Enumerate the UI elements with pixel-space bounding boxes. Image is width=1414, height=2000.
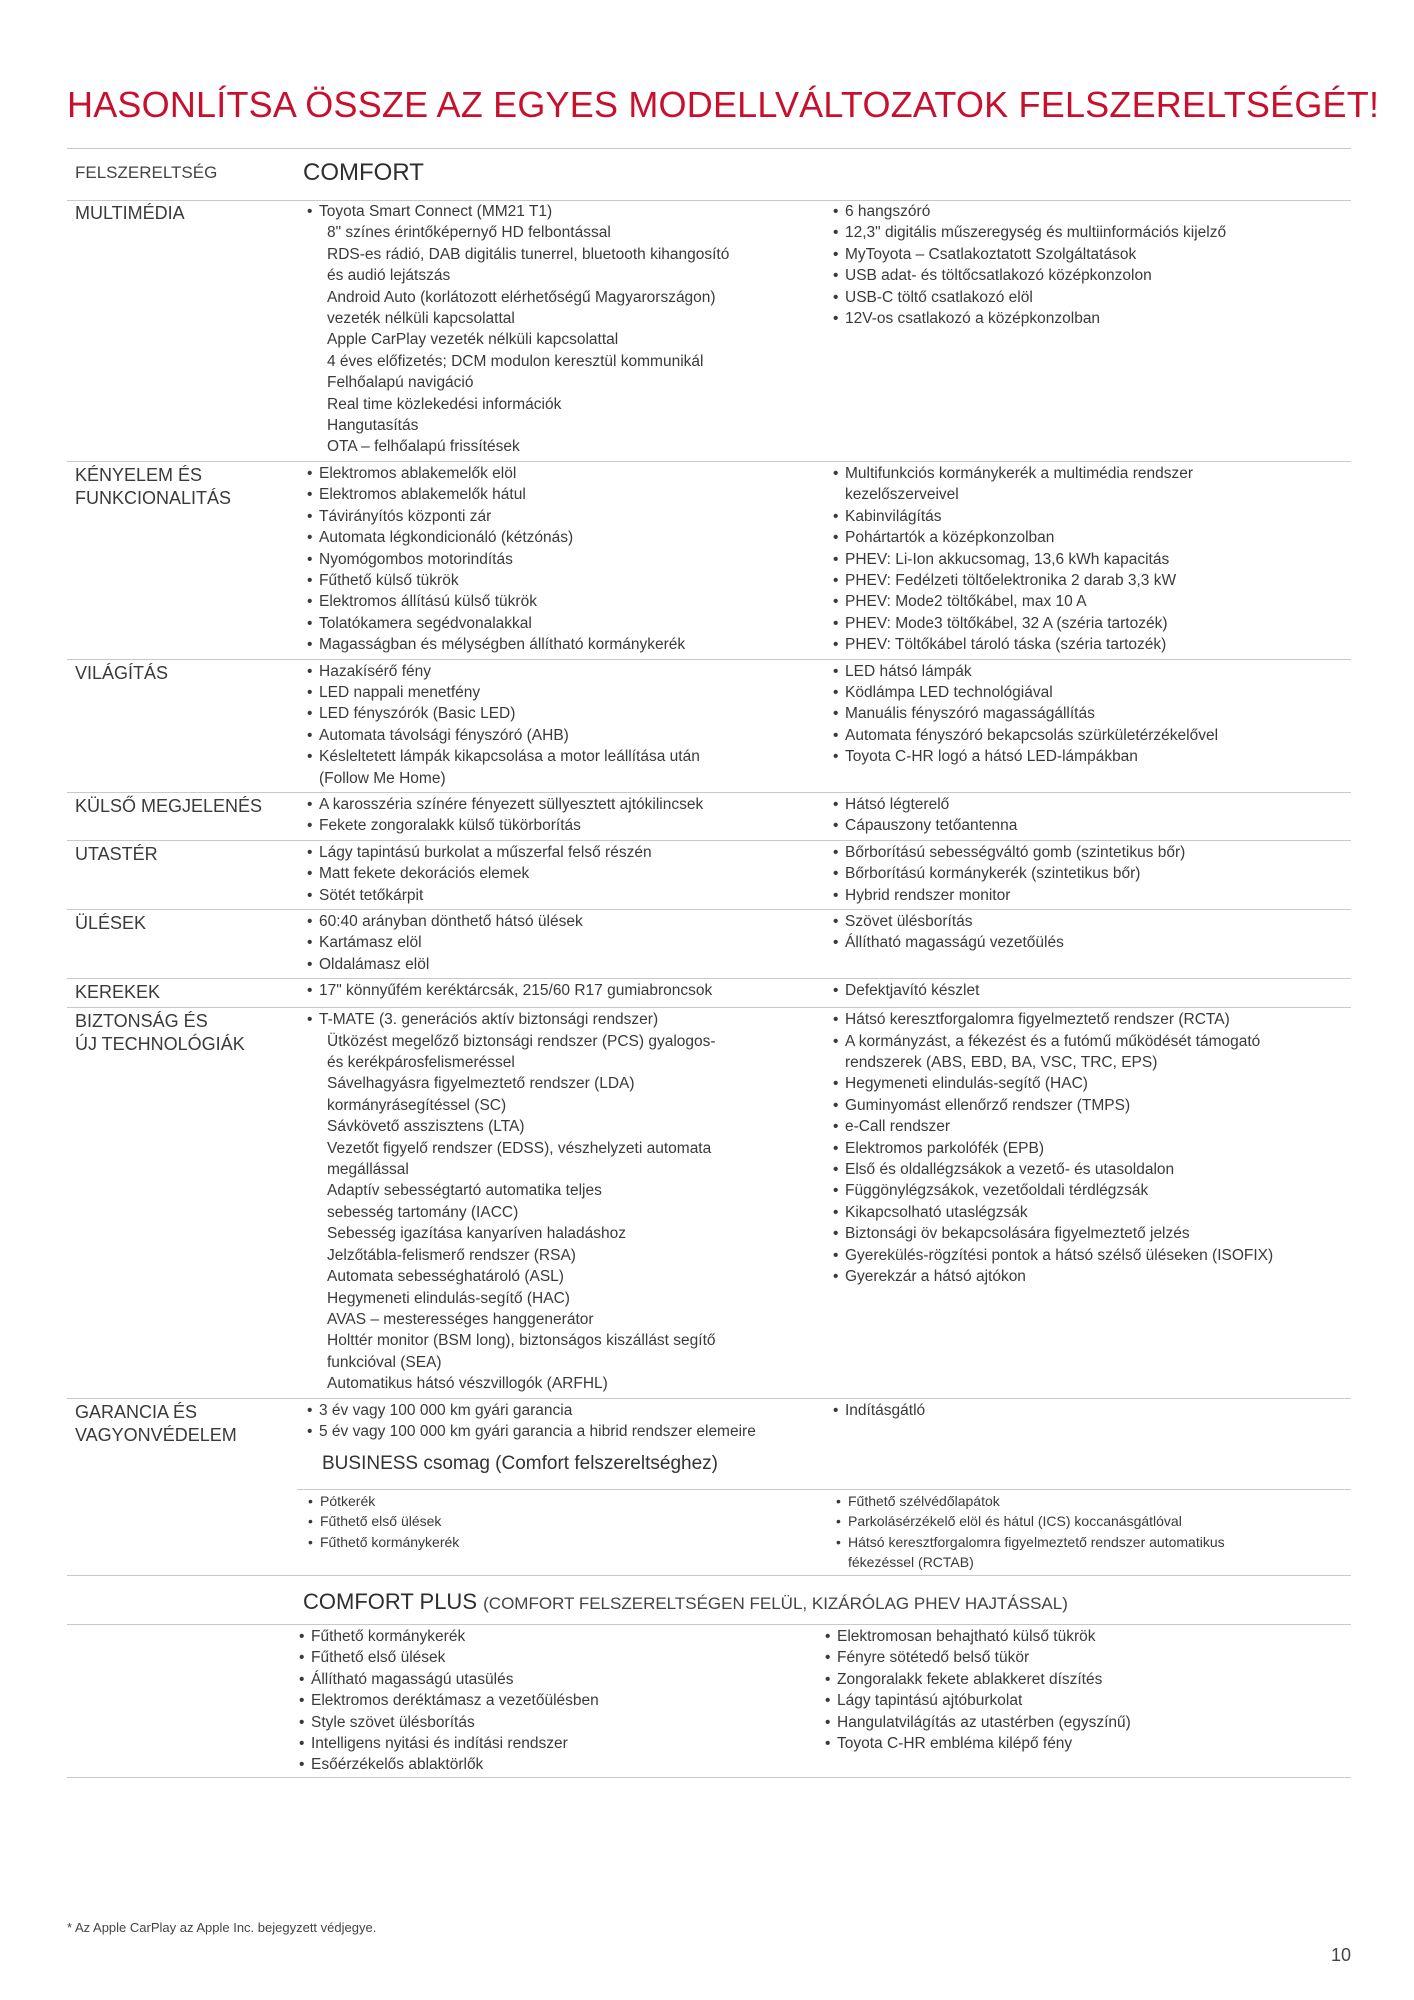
list-item: • Függönylégzsákok, vezetőoldali térdlégzsák xyxy=(831,1180,1351,1201)
list-item: sebesség tartomány (IACC) xyxy=(327,1203,519,1221)
list-item: Apple CarPlay vezeték nélküli kapcsolattal xyxy=(327,331,619,349)
list-item: • 60:40 arányban dönthető hátsó ülések xyxy=(305,911,831,932)
list-item: • Fűthető kormánykerék xyxy=(306,1532,834,1552)
business-col-2 xyxy=(834,1491,1351,1572)
divider xyxy=(67,1575,1351,1576)
list-item: • Ködlámpa LED technológiával xyxy=(831,682,1351,703)
list-item: Holttér monitor (BSM long), biztonságos kiszállást segítő xyxy=(327,1332,716,1350)
table-row xyxy=(67,841,1351,910)
list-item: vezeték nélküli kapcsolattal xyxy=(327,310,515,328)
list-item: • Lágy tapintású ajtóburkolat xyxy=(823,1690,1343,1711)
list-item: Hegymeneti elindulás-segítő (HAC) xyxy=(327,1289,570,1307)
list-item: • Hátsó keresztforgalomra figyelmeztető rendszer (RCTA) xyxy=(831,1009,1351,1030)
list-item: • Automata légkondicionáló (kétzónás) xyxy=(305,527,831,548)
list-item: • A karosszéria színére fényezett süllyesztett ajtókilincsek xyxy=(305,794,831,815)
list-item: • 17" könnyűfém keréktárcsák, 215/60 R17 gumiabroncsok xyxy=(305,980,831,1001)
list-item: megállással xyxy=(327,1161,409,1179)
list-item: • Hazakísérő fény xyxy=(305,661,831,682)
list-item: RDS-es rádió, DAB digitális tunerrel, bluetooth kihangosító xyxy=(327,245,730,263)
list-item: • Hangulatvilágítás az utastérben (egyszínű) xyxy=(823,1712,1343,1733)
business-col-1 xyxy=(306,1491,834,1552)
row-column-2 xyxy=(831,911,1351,975)
table-row xyxy=(67,660,1351,793)
list-item: • Manuális fényszóró magasságállítás xyxy=(831,703,1351,724)
list-item: • Elektromos ablakemelők hátul xyxy=(305,484,831,505)
feature-table xyxy=(67,200,1351,1450)
row-column-1 xyxy=(305,1400,831,1447)
list-item: Sávelhagyásra figyelmeztető rendszer (LDA) xyxy=(327,1075,635,1093)
list-item: • Matt fekete dekorációs elemek xyxy=(305,863,831,884)
category-line: FUNKCIONALITÁS xyxy=(75,487,232,508)
business-package-header xyxy=(67,1443,1351,1489)
category-line: MULTIMÉDIA xyxy=(75,203,185,223)
row-category xyxy=(67,661,305,789)
list-item: fékezéssel (RCTAB) xyxy=(848,1553,974,1570)
list-item: • Automata távolsági fényszóró (AHB) xyxy=(305,725,831,746)
list-item: 4 éves előfizetés; DCM modulon keresztül kommunikál xyxy=(327,352,704,370)
list-item: • USB-C töltő csatlakozó elöl xyxy=(831,287,1351,308)
list-item: • Nyomógombos motorindítás xyxy=(305,549,831,570)
list-item: • Elektromos deréktámasz a vezetőülésben xyxy=(297,1690,823,1711)
category-line: KÉNYELEM ÉS xyxy=(75,464,203,485)
table-row xyxy=(67,910,1351,979)
list-item: • PHEV: Fedélzeti töltőelektronika 2 darab 3,3 kW xyxy=(831,570,1351,591)
table-row xyxy=(67,462,1351,660)
category-line: ÚJ TECHNOLÓGIÁK xyxy=(75,1034,245,1055)
list-item: • PHEV: Mode3 töltőkábel, 32 A (széria tartozék) xyxy=(831,613,1351,634)
row-column-1 xyxy=(305,1009,831,1394)
list-item: • Toyota C-HR embléma kilépő fény xyxy=(823,1733,1343,1754)
list-item: • Fekete zongoralakk külső tükörborítás xyxy=(305,815,831,836)
row-column-1 xyxy=(305,463,831,656)
row-category xyxy=(67,463,305,656)
row-column-2 xyxy=(831,1400,1351,1447)
category-line: BIZTONSÁG ÉS xyxy=(75,1011,208,1032)
list-item: Sávkövető asszisztens (LTA) xyxy=(327,1118,525,1136)
business-package-title: BUSINESS csomag (Comfort felszereltséghez) xyxy=(322,1453,718,1474)
divider xyxy=(67,1624,1351,1625)
list-item: • A kormányzást, a fékezést és a futómű működését támogató xyxy=(831,1031,1351,1052)
list-item: • Pótkerék xyxy=(306,1491,834,1511)
list-item: funkcióval (SEA) xyxy=(327,1353,442,1371)
comfort-plus-col-2 xyxy=(823,1626,1343,1754)
list-item: Adaptív sebességtartó automatika teljes xyxy=(327,1182,602,1200)
category-line: KÜLSŐ MEGJELENÉS xyxy=(75,795,263,816)
list-item: • Fűthető külső tükrök xyxy=(305,570,831,591)
row-column-1 xyxy=(305,842,831,906)
list-item: • Style szövet ülésborítás xyxy=(297,1712,823,1733)
list-item: • Elektromosan behajtható külső tükrök xyxy=(823,1626,1343,1647)
list-item: Vezetőt figyelő rendszer (EDSS), vészhelyzeti automata xyxy=(327,1139,712,1157)
row-column-1 xyxy=(305,794,831,837)
category-line: UTASTÉR xyxy=(75,843,158,864)
list-item: • Fűthető első ülések xyxy=(306,1511,834,1531)
list-item: • Sötét tetőkárpit xyxy=(305,885,831,906)
list-item: • Tolatókamera segédvonalakkal xyxy=(305,613,831,634)
list-item: kormányrásegítéssel (SC) xyxy=(327,1096,507,1114)
list-item: • Késleltetett lámpák kikapcsolása a motor leállítása után xyxy=(305,746,831,767)
list-item: Automata sebességhatároló (ASL) xyxy=(327,1268,564,1286)
footnote: * Az Apple CarPlay az Apple Inc. bejegyzett védjegye. xyxy=(67,1920,377,1935)
list-item: Jelzőtábla-felismerő rendszer (RSA) xyxy=(327,1246,576,1264)
list-item: • Bőrborítású sebességváltó gomb (szintetikus bőr) xyxy=(831,842,1351,863)
comfort-plus-header xyxy=(303,1589,1068,1615)
row-column-2 xyxy=(831,1009,1351,1394)
row-category xyxy=(67,980,305,1004)
list-item: • Esőérzékelős ablaktörlők xyxy=(297,1754,823,1775)
list-item: • PHEV: Li-Ion akkucsomag, 13,6 kWh kapacitás xyxy=(831,549,1351,570)
row-column-2 xyxy=(831,794,1351,837)
list-item: • e-Call rendszer xyxy=(831,1116,1351,1137)
table-row xyxy=(67,200,1351,462)
list-item: • Lágy tapintású burkolat a műszerfal felső részén xyxy=(305,842,831,863)
list-item: • Kartámasz elöl xyxy=(305,932,831,953)
list-item: Sebesség igazítása kanyaríven haladáshoz xyxy=(327,1225,627,1243)
list-item: • Állítható magasságú utasülés xyxy=(297,1669,823,1690)
row-column-1 xyxy=(305,911,831,975)
business-package-list xyxy=(67,1491,1351,1572)
row-column-1 xyxy=(305,201,831,458)
comfort-plus-col-1 xyxy=(297,1626,823,1776)
list-item: Android Auto (korlátozott elérhetőségű Magyarországon) xyxy=(327,288,716,306)
list-item: • Hegymeneti elindulás-segítő (HAC) xyxy=(831,1073,1351,1094)
list-item: Automatikus hátsó vészvillogók (ARFHL) xyxy=(327,1375,608,1393)
row-category xyxy=(67,911,305,975)
row-category xyxy=(67,842,305,906)
list-item: és kerékpárosfelismeréssel xyxy=(327,1054,515,1072)
list-item: Real time közlekedési információk xyxy=(327,395,562,413)
header-grade: COMFORT xyxy=(303,159,424,186)
page-title: HASONLÍTSA ÖSSZE AZ EGYES MODELLVÁLTOZATOK FELSZERELTSÉGÉT! xyxy=(67,84,1380,125)
list-item: • Fényre sötétedő belső tükör xyxy=(823,1647,1343,1668)
list-item: • 6 hangszóró xyxy=(831,201,1351,222)
list-item: • 12,3" digitális műszeregység és multiinformációs kijelző xyxy=(831,222,1351,243)
list-item: • Hátsó légterelő xyxy=(831,794,1351,815)
list-item: • Fűthető kormánykerék xyxy=(297,1626,823,1647)
list-item: • Guminyomást ellenőrző rendszer (TMPS) xyxy=(831,1095,1351,1116)
list-item: • Állítható magasságú vezetőülés xyxy=(831,932,1351,953)
row-column-2 xyxy=(831,661,1351,789)
list-item: • 12V-os csatlakozó a középkonzolban xyxy=(831,308,1351,329)
list-item: • LED nappali menetfény xyxy=(305,682,831,703)
list-item: Felhőalapú navigáció xyxy=(327,374,474,392)
category-line: ÜLÉSEK xyxy=(75,913,147,933)
list-item: • PHEV: Mode2 töltőkábel, max 10 A xyxy=(831,591,1351,612)
list-item: • Kikapcsolható utaslégzsák xyxy=(831,1202,1351,1223)
row-column-2 xyxy=(831,463,1351,656)
list-item: • Cápauszony tetőantenna xyxy=(831,815,1351,836)
list-item: • Biztonsági öv bekapcsolására figyelmeztető jelzés xyxy=(831,1223,1351,1244)
category-line: GARANCIA ÉS xyxy=(75,1401,198,1422)
list-item: • Multifunkciós kormánykerék a multimédia rendszer xyxy=(831,463,1351,484)
list-item: • Hátsó keresztforgalomra figyelmeztető rendszer automatikus xyxy=(834,1532,1351,1552)
list-item: rendszerek (ABS, EBD, BA, VSC, TRC, EPS) xyxy=(845,1054,1158,1072)
list-item: Hangutasítás xyxy=(327,417,419,435)
list-item: (Follow Me Home) xyxy=(319,769,446,787)
list-item: • Pohártartók a középkonzolban xyxy=(831,527,1351,548)
list-item: • Első és oldallégzsákok a vezető- és utasoldalon xyxy=(831,1159,1351,1180)
page-number: 10 xyxy=(1330,1945,1351,1965)
table-row xyxy=(67,1008,1351,1398)
list-item: • Automata fényszóró bekapcsolás szürkületérzékelővel xyxy=(831,725,1351,746)
list-item: • Bőrborítású kormánykerék (szintetikus bőr) xyxy=(831,863,1351,884)
list-item: • Elektromos állítású külső tükrök xyxy=(305,591,831,612)
category-line: KEREKEK xyxy=(75,982,161,1003)
row-column-2 xyxy=(831,842,1351,906)
table-row xyxy=(67,793,1351,841)
list-item: • PHEV: Töltőkábel tároló táska (széria tartozék) xyxy=(831,634,1351,655)
list-item: • Toyota Smart Connect (MM21 T1) xyxy=(305,201,831,222)
header-label: FELSZERELTSÉG xyxy=(75,163,218,182)
divider xyxy=(67,1777,1351,1778)
list-item: • Gyerekzár a hátsó ajtókon xyxy=(831,1266,1351,1287)
comfort-plus-list xyxy=(67,1626,1351,1776)
comfort-plus-title: COMFORT PLUS xyxy=(303,1589,477,1614)
list-item: • Fűthető első ülések xyxy=(297,1647,823,1668)
list-item: OTA – felhőalapú frissítések xyxy=(327,438,520,456)
table-header xyxy=(67,148,1351,201)
list-item: • Intelligens nyitási és indítási rendszer xyxy=(297,1733,823,1754)
list-item: • Gyerekülés-rögzítési pontok a hátsó szélső üléseken (ISOFIX) xyxy=(831,1245,1351,1266)
row-category xyxy=(67,1400,305,1447)
list-item: AVAS – mesterességes hanggenerátor xyxy=(327,1310,594,1328)
category-line: VAGYONVÉDELEM xyxy=(75,1424,237,1445)
list-item: • T-MATE (3. generációs aktív biztonsági rendszer) xyxy=(305,1009,831,1030)
list-item: • Parkolásérzékelő elöl és hátul (ICS) koccanásgátlóval xyxy=(834,1511,1351,1531)
list-item: • Kabinvilágítás xyxy=(831,506,1351,527)
row-column-1 xyxy=(305,661,831,789)
list-item: • Elektromos parkolófék (EPB) xyxy=(831,1138,1351,1159)
list-item: • Távirányítós központi zár xyxy=(305,506,831,527)
list-item: 8" színes érintőképernyő HD felbontással xyxy=(327,224,611,242)
list-item: • LED hátsó lámpák xyxy=(831,661,1351,682)
comfort-plus-subtitle: (COMFORT FELSZERELTSÉGEN FELÜL, KIZÁRÓLAG PHEV HAJTÁSSAL) xyxy=(483,1594,1068,1613)
list-item: és audió lejátszás xyxy=(327,267,451,285)
row-column-2 xyxy=(831,980,1351,1004)
list-item: • Szövet ülésborítás xyxy=(831,911,1351,932)
table-row xyxy=(67,979,1351,1008)
list-item: • Zongoralakk fekete ablakkeret díszítés xyxy=(823,1669,1343,1690)
list-item: • Indításgátló xyxy=(831,1400,1351,1421)
row-category xyxy=(67,1009,305,1394)
list-item: • 5 év vagy 100 000 km gyári garancia a hibrid rendszer elemeire xyxy=(305,1421,831,1442)
list-item: Ütközést megelőző biztonsági rendszer (PCS) gyalogos- xyxy=(327,1032,716,1050)
list-item: • Oldalámasz elöl xyxy=(305,954,831,975)
list-item: • Elektromos ablakemelők elöl xyxy=(305,463,831,484)
row-category xyxy=(67,201,305,458)
list-item: • Fűthető szélvédőlapátok xyxy=(834,1491,1351,1511)
list-item: • Hybrid rendszer monitor xyxy=(831,885,1351,906)
list-item: • Defektjavító készlet xyxy=(831,980,1351,1001)
list-item: • 3 év vagy 100 000 km gyári garancia xyxy=(305,1400,831,1421)
row-column-2 xyxy=(831,201,1351,458)
table-row xyxy=(67,1399,1351,1450)
list-item: • MyToyota – Csatlakoztatott Szolgáltatások xyxy=(831,244,1351,265)
row-column-1 xyxy=(305,980,831,1004)
divider xyxy=(297,1489,1351,1490)
list-item: • Magasságban és mélységben állítható kormánykerék xyxy=(305,634,831,655)
list-item: • USB adat- és töltőcsatlakozó középkonzolon xyxy=(831,265,1351,286)
list-item: kezelőszerveivel xyxy=(845,486,959,504)
row-category xyxy=(67,794,305,837)
list-item: • LED fényszórók (Basic LED) xyxy=(305,703,831,724)
list-item: • Toyota C-HR logó a hátsó LED-lámpákban xyxy=(831,746,1351,767)
category-line: VILÁGÍTÁS xyxy=(75,662,169,683)
